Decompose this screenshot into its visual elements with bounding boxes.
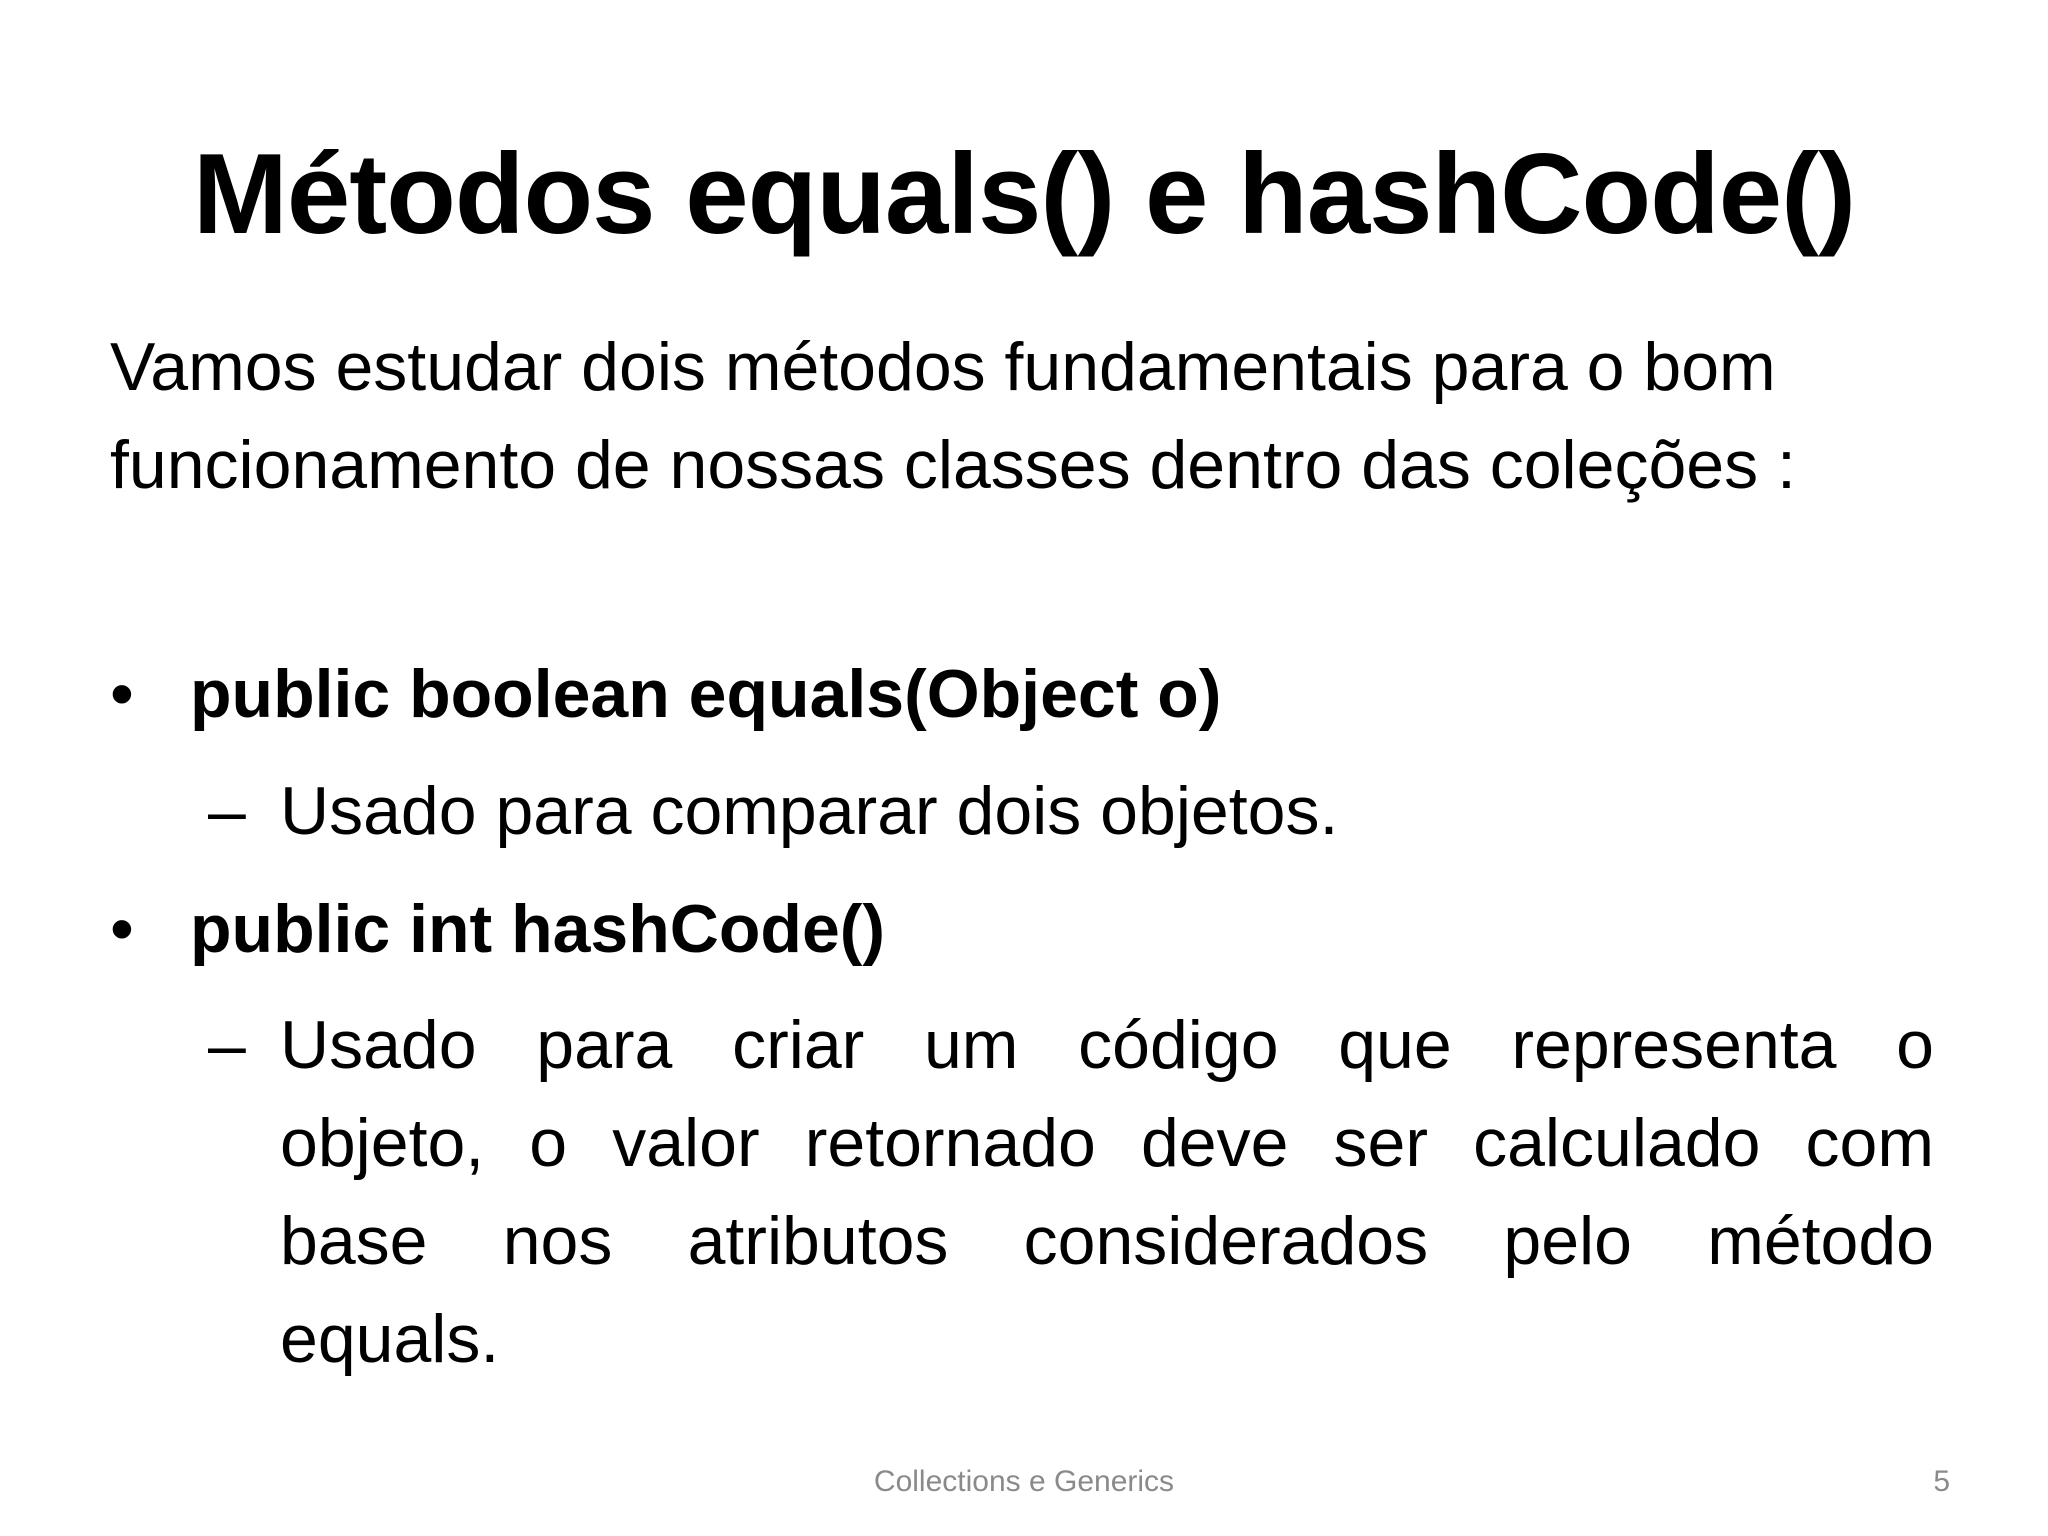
sub-bullet-line: objeto, o valor retornado deve ser calculado com <box>280 1105 1934 1181</box>
footer-text: Collections e Generics <box>873 1465 1175 1498</box>
sub-bullet-line: Usado para comparar dois objetos. <box>280 773 1339 849</box>
sub-bullet-text <box>280 996 1934 1388</box>
sub-bullet-text <box>280 762 1934 860</box>
sub-bullet-marker: – <box>208 1007 246 1083</box>
sub-bullet-line: equals. <box>280 1301 500 1377</box>
bullet-marker: • <box>110 891 134 967</box>
sub-bullet-line: Usado para criar um código que representa o <box>280 1007 1934 1083</box>
bullet-label: public boolean equals(Object o) <box>190 656 1222 732</box>
sub-bullet-marker: – <box>208 773 246 849</box>
bullet-marker: • <box>110 656 134 732</box>
page-number: 5 <box>1933 1465 1950 1498</box>
sub-bullet-line: base nos atributos considerados pelo método <box>280 1203 1934 1279</box>
intro-paragraph <box>110 318 1940 514</box>
intro-line: Vamos estudar dois métodos fundamentais para o bom <box>110 329 1776 405</box>
slide-title: Métodos equals() e hashCode() <box>192 131 1856 258</box>
intro-line: funcionamento de nossas classes dentro das coleções : <box>110 427 1796 503</box>
bullet-label: public int hashCode() <box>190 891 886 967</box>
